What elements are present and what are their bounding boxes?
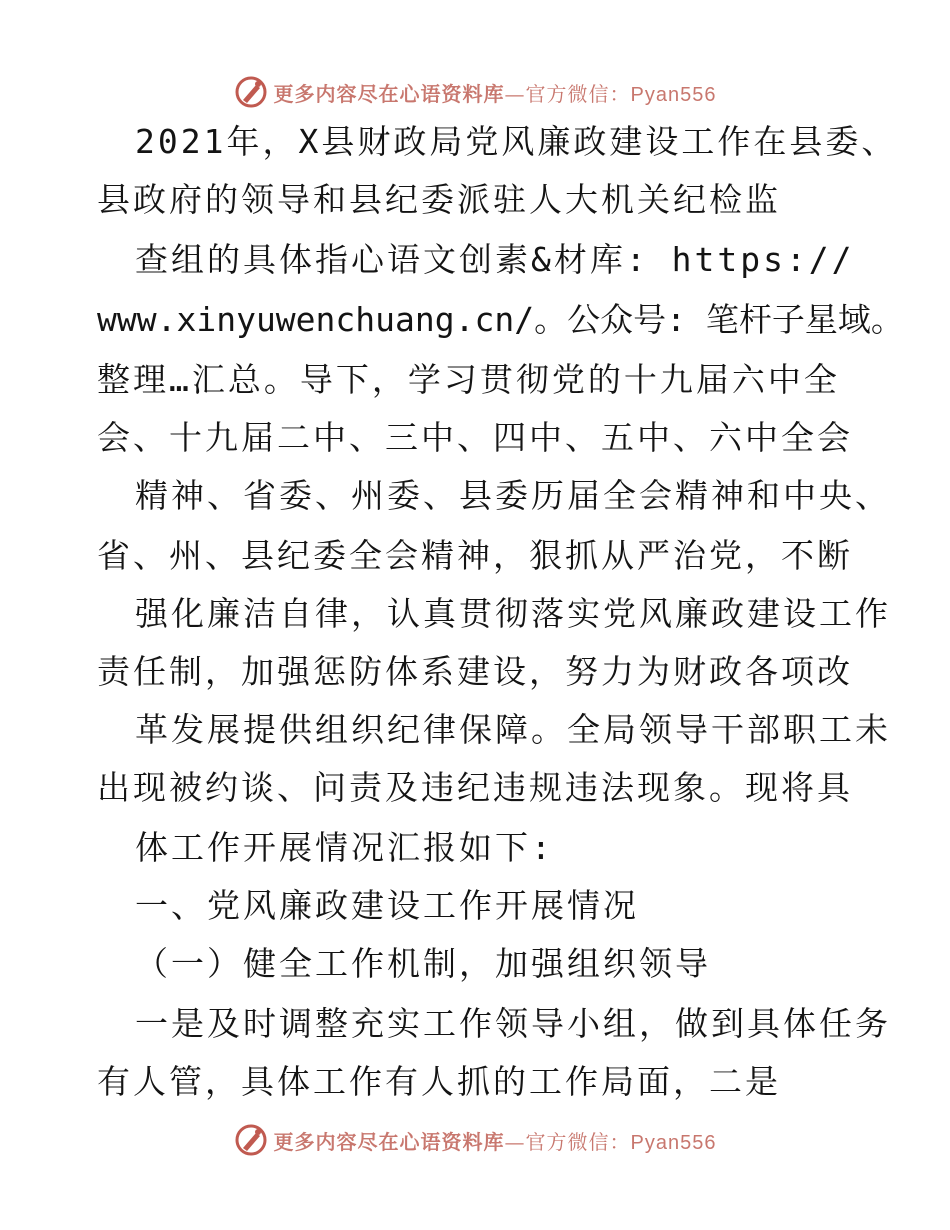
paragraph-line: 强化廉洁自律，认真贯彻落实党风廉政建设工作 (135, 594, 891, 633)
watermark-brand: 更多内容尽在心语资料库 (273, 81, 505, 106)
paragraph-line: 体工作开展情况汇报如下: (135, 828, 554, 867)
watermark-wechat-label: 官方微信： (525, 1129, 631, 1154)
section-heading: 一、党风廉政建设工作开展情况 (135, 886, 639, 925)
paragraph-line: 责任制，加强惩防体系建设，努力为财政各项改 (97, 652, 853, 691)
watermark-account: Pyan556 (630, 83, 717, 106)
paragraph-line: 精神、省委、州委、县委历届全会精神和中央、 (135, 476, 891, 515)
paragraph-line: 查组的具体指心语文创素&材库: https:// (135, 240, 855, 279)
paragraph-line: 革发展提供组织纪律保障。全局领导干部职工未 (135, 710, 891, 749)
paragraph-line: 2021年，X县财政局党风廉政建设工作在县委、 (135, 122, 898, 161)
paragraph-line: 会、十九届二中、三中、四中、五中、六中全会 (97, 418, 853, 457)
paragraph-line: 出现被约谈、问责及违纪违规违法现象。现将具 (97, 768, 853, 807)
subsection-heading: （一）健全工作机制，加强组织领导 (135, 944, 711, 983)
watermark-brand: 更多内容尽在心语资料库 (273, 1129, 505, 1154)
paragraph-line: 整理…汇总。导下，学习贯彻党的十九届六中全 (97, 360, 840, 399)
paragraph-line: 一是及时调整充实工作领导小组，做到具体任务 (135, 1004, 891, 1043)
watermark-dash: — (504, 1129, 526, 1154)
paragraph-line: www.xinyuwenchuang.cn/。公众号: 笔杆子星域。 (97, 300, 904, 339)
watermark-banner-top (0, 72, 950, 112)
pen-logo-icon (234, 75, 268, 109)
watermark-banner-bottom (0, 1120, 950, 1160)
paragraph-line: 省、州、县纪委全会精神，狠抓从严治党，不断 (97, 536, 853, 575)
paragraph-line: 县政府的领导和县纪委派驻人大机关纪检监 (97, 180, 781, 219)
paragraph-line: 有人管，具体工作有人抓的工作局面，二是 (97, 1062, 781, 1101)
pen-logo-icon (234, 1123, 268, 1157)
watermark-wechat-label: 官方微信： (525, 81, 631, 106)
watermark-dash: — (504, 81, 526, 106)
watermark-account: Pyan556 (630, 1131, 717, 1154)
